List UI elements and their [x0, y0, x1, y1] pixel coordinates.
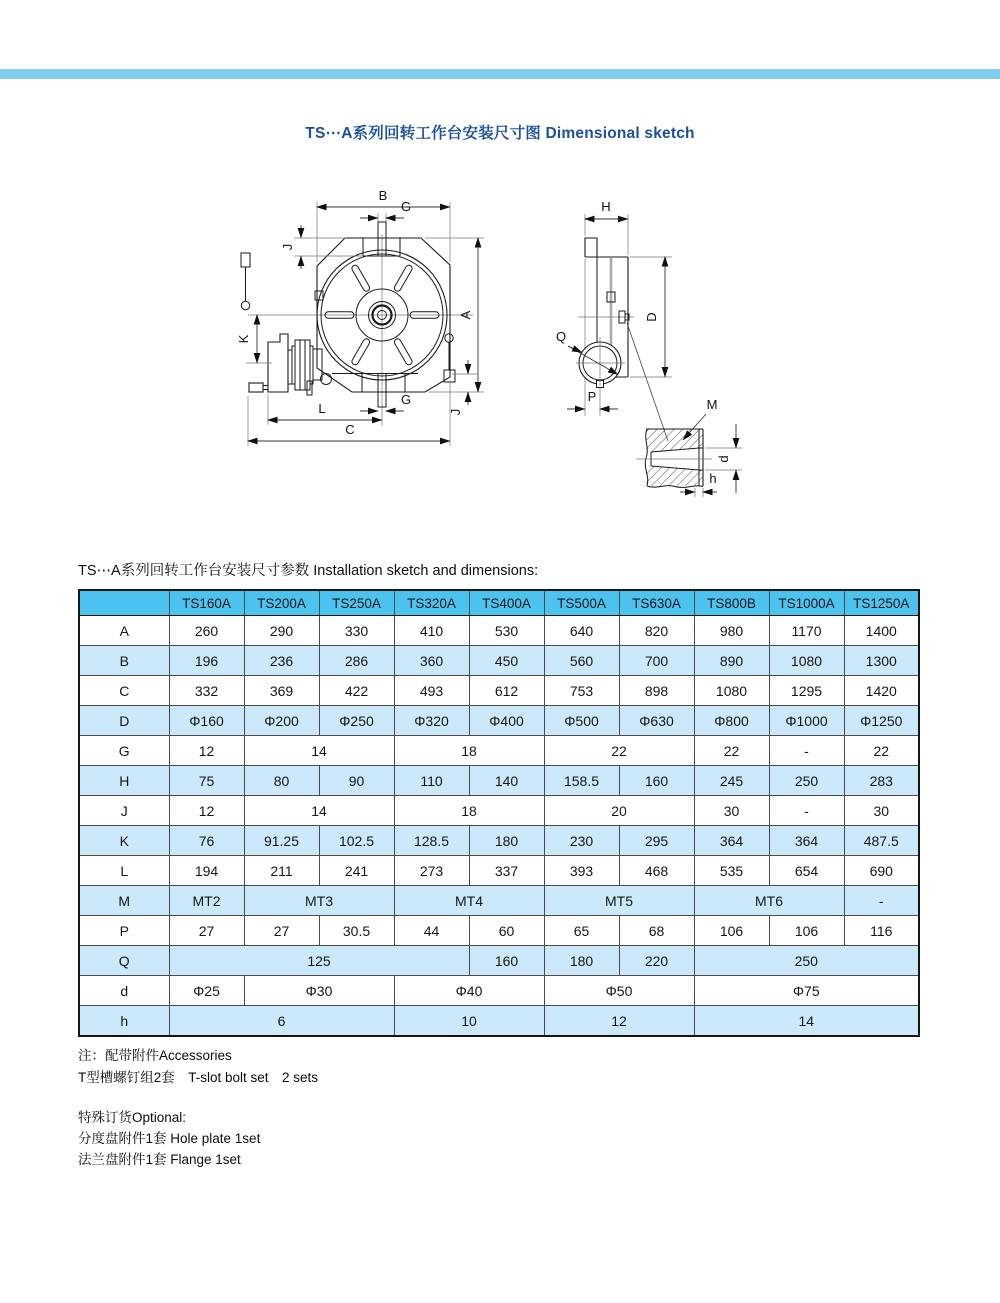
table-cell: 116: [844, 916, 919, 946]
table-cell: Φ30: [244, 976, 394, 1006]
table-cell: 194: [169, 856, 244, 886]
table-cell: 535: [694, 856, 769, 886]
dim-label-H: H: [601, 199, 611, 214]
table-cell: 128.5: [394, 826, 469, 856]
table-row: [79, 766, 919, 796]
table-cell: 125: [169, 946, 469, 976]
table-cell: 22: [844, 736, 919, 766]
table-cell: -: [769, 796, 844, 826]
dimensional-sketch: [230, 180, 750, 510]
table-cell: 450: [469, 646, 544, 676]
table-cell: Φ40: [394, 976, 544, 1006]
row-label: P: [79, 916, 169, 946]
row-label: J: [79, 796, 169, 826]
table-cell: 90: [319, 766, 394, 796]
table-cell: 1400: [844, 616, 919, 646]
dim-label-J-top: J: [280, 243, 295, 251]
dim-label-d: d: [716, 455, 731, 463]
table-cell: 220: [619, 946, 694, 976]
dim-label-K: K: [236, 334, 251, 344]
table-cell: 260: [169, 616, 244, 646]
row-label: A: [79, 616, 169, 646]
table-row: [79, 616, 919, 646]
table-row: [79, 826, 919, 856]
table-cell: 22: [544, 736, 694, 766]
table-cell: 890: [694, 646, 769, 676]
dim-label-D: D: [644, 312, 659, 322]
dim-label-L: L: [318, 401, 326, 416]
table-row: [79, 1006, 919, 1037]
table-cell: 102.5: [319, 826, 394, 856]
dim-label-Q: Q: [555, 329, 567, 344]
table-cell: Φ50: [544, 976, 694, 1006]
dim-label-G-bottom: G: [400, 392, 412, 407]
table-cell: Φ250: [319, 706, 394, 736]
header-row: [79, 590, 919, 616]
accessories-item: T型槽螺钉组2套 T-slot bolt set 2 sets: [78, 1070, 319, 1085]
table-cell: Φ800: [694, 706, 769, 736]
handwheel-assembly: [249, 334, 332, 395]
table-cell: 1295: [769, 676, 844, 706]
table-cell: 14: [244, 796, 394, 826]
table-cell: 530: [469, 616, 544, 646]
table-cell: 1080: [694, 676, 769, 706]
table-cell: 560: [544, 646, 619, 676]
table-body: [79, 616, 919, 1037]
table-cell: 1300: [844, 646, 919, 676]
accent-bar: [0, 69, 1000, 79]
taper-detail: [636, 397, 742, 497]
table-cell: 14: [694, 1006, 919, 1037]
table-row: [79, 856, 919, 886]
dim-label-J-bottom: J: [448, 408, 463, 416]
dim-label-A: A: [458, 310, 473, 320]
table-cell: 236: [244, 646, 319, 676]
row-label: d: [79, 976, 169, 1006]
optional-heading: 特殊订货Optional:: [78, 1110, 187, 1125]
corner-cell: [79, 590, 169, 616]
table-cell: 14: [244, 736, 394, 766]
table-cell: 1420: [844, 676, 919, 706]
front-view: [236, 188, 484, 446]
row-label: H: [79, 766, 169, 796]
table-cell: Φ75: [694, 976, 919, 1006]
column-header: TS630A: [619, 590, 694, 616]
row-label: D: [79, 706, 169, 736]
table-cell: 753: [544, 676, 619, 706]
table-cell: Φ160: [169, 706, 244, 736]
table-cell: MT2: [169, 886, 244, 916]
table-cell: 337: [469, 856, 544, 886]
table-row: [79, 736, 919, 766]
table-cell: 10: [394, 1006, 544, 1037]
table-cell: 22: [694, 736, 769, 766]
row-label: Q: [79, 946, 169, 976]
table-cell: 60: [469, 916, 544, 946]
row-label: B: [79, 646, 169, 676]
table-cell: 27: [169, 916, 244, 946]
table-cell: 364: [694, 826, 769, 856]
table-cell: 44: [394, 916, 469, 946]
table-cell: Φ500: [544, 706, 619, 736]
optional-note: [78, 1107, 260, 1170]
table-cell: MT5: [544, 886, 694, 916]
table-cell: 422: [319, 676, 394, 706]
table-cell: 158.5: [544, 766, 619, 796]
table-cell: Φ400: [469, 706, 544, 736]
table-row: [79, 946, 919, 976]
clamp-handle-left: [241, 253, 323, 310]
table-caption: TS⋯A系列回转工作台安装尺寸参数 Installation sketch and dimensions:: [78, 563, 539, 579]
dimensions-table: [78, 589, 920, 1037]
table-cell: 18: [394, 796, 544, 826]
table-cell: 91.25: [244, 826, 319, 856]
table-cell: 330: [319, 616, 394, 646]
table-cell: 12: [169, 736, 244, 766]
table-cell: 80: [244, 766, 319, 796]
table-head: [79, 590, 919, 616]
table-row: [79, 796, 919, 826]
table-cell: 65: [544, 916, 619, 946]
column-header: TS250A: [319, 590, 394, 616]
accessories-heading: 注：配带附件Accessories: [78, 1048, 232, 1063]
table-cell: 369: [244, 676, 319, 706]
table-cell: 690: [844, 856, 919, 886]
optional-item: 法兰盘附件1套 Flange 1set: [78, 1152, 241, 1167]
table-cell: Φ1250: [844, 706, 919, 736]
table-cell: 12: [544, 1006, 694, 1037]
table-cell: 140: [469, 766, 544, 796]
table-cell: 273: [394, 856, 469, 886]
table-cell: 700: [619, 646, 694, 676]
table-cell: 393: [544, 856, 619, 886]
row-label: h: [79, 1006, 169, 1037]
table-row: [79, 976, 919, 1006]
dim-label-M: M: [706, 397, 718, 412]
table-cell: 76: [169, 826, 244, 856]
table-cell: 30: [694, 796, 769, 826]
table-cell: MT3: [244, 886, 394, 916]
table-cell: 6: [169, 1006, 394, 1037]
column-header: TS500A: [544, 590, 619, 616]
table-cell: 75: [169, 766, 244, 796]
table-cell: 820: [619, 616, 694, 646]
detail-leader-line: [627, 323, 668, 441]
table-cell: 898: [619, 676, 694, 706]
table-cell: -: [769, 736, 844, 766]
table-cell: 196: [169, 646, 244, 676]
table-cell: 106: [694, 916, 769, 946]
table-cell: 286: [319, 646, 394, 676]
table-cell: 230: [544, 826, 619, 856]
table-cell: 980: [694, 616, 769, 646]
table-cell: 250: [694, 946, 919, 976]
row-label: M: [79, 886, 169, 916]
table-cell: Φ630: [619, 706, 694, 736]
table-cell: 30: [844, 796, 919, 826]
table-cell: 1080: [769, 646, 844, 676]
dim-label-C: C: [345, 422, 355, 437]
table-cell: 1170: [769, 616, 844, 646]
table-wrap: [78, 589, 920, 1037]
side-top-tab: [585, 238, 597, 257]
dim-label-B: B: [378, 188, 388, 203]
table-cell: 410: [394, 616, 469, 646]
table-row: [79, 676, 919, 706]
table-cell: 211: [244, 856, 319, 886]
column-header: TS1000A: [769, 590, 844, 616]
table-cell: 106: [769, 916, 844, 946]
table-cell: 487.5: [844, 826, 919, 856]
table-cell: 160: [469, 946, 544, 976]
column-header: TS160A: [169, 590, 244, 616]
table-cell: 27: [244, 916, 319, 946]
table-cell: 30.5: [319, 916, 394, 946]
column-header: TS400A: [469, 590, 544, 616]
table-cell: 364: [769, 826, 844, 856]
table-cell: 110: [394, 766, 469, 796]
table-cell: 160: [619, 766, 694, 796]
column-header: TS200A: [244, 590, 319, 616]
table-cell: 250: [769, 766, 844, 796]
table-cell: -: [844, 886, 919, 916]
table-cell: 468: [619, 856, 694, 886]
table-cell: 20: [544, 796, 694, 826]
dim-label-G-top: G: [400, 199, 412, 214]
table-cell: 18: [394, 736, 544, 766]
table-cell: 12: [169, 796, 244, 826]
row-label: C: [79, 676, 169, 706]
table-row: [79, 886, 919, 916]
table-cell: Φ200: [244, 706, 319, 736]
table-cell: MT6: [694, 886, 844, 916]
row-label: K: [79, 826, 169, 856]
row-label: G: [79, 736, 169, 766]
table-cell: 360: [394, 646, 469, 676]
table-row: [79, 646, 919, 676]
table-cell: 290: [244, 616, 319, 646]
table-cell: 245: [694, 766, 769, 796]
table-cell: Φ1000: [769, 706, 844, 736]
table-cell: 180: [544, 946, 619, 976]
table-cell: 241: [319, 856, 394, 886]
page-title: TS⋯A系列回转工作台安装尺寸图 Dimensional sketch: [305, 125, 695, 142]
table-cell: 493: [394, 676, 469, 706]
crank-knob: [249, 383, 263, 392]
table-cell: 612: [469, 676, 544, 706]
column-header: TS800B: [694, 590, 769, 616]
dim-label-h: h: [709, 471, 717, 486]
table-cell: 332: [169, 676, 244, 706]
column-header: TS320A: [394, 590, 469, 616]
table-row: [79, 706, 919, 736]
table-cell: 283: [844, 766, 919, 796]
table-cell: 295: [619, 826, 694, 856]
table-cell: Φ25: [169, 976, 244, 1006]
side-view: [556, 199, 672, 441]
table-cell: 180: [469, 826, 544, 856]
table-row: [79, 916, 919, 946]
dim-label-P: P: [587, 389, 597, 404]
column-header: TS1250A: [844, 590, 919, 616]
optional-item: 分度盘附件1套 Hole plate 1set: [78, 1131, 261, 1146]
row-label: L: [79, 856, 169, 886]
table-cell: Φ320: [394, 706, 469, 736]
table-cell: MT4: [394, 886, 544, 916]
table-cell: 654: [769, 856, 844, 886]
table-cell: 68: [619, 916, 694, 946]
accessories-note: [78, 1045, 318, 1089]
table-cell: 640: [544, 616, 619, 646]
